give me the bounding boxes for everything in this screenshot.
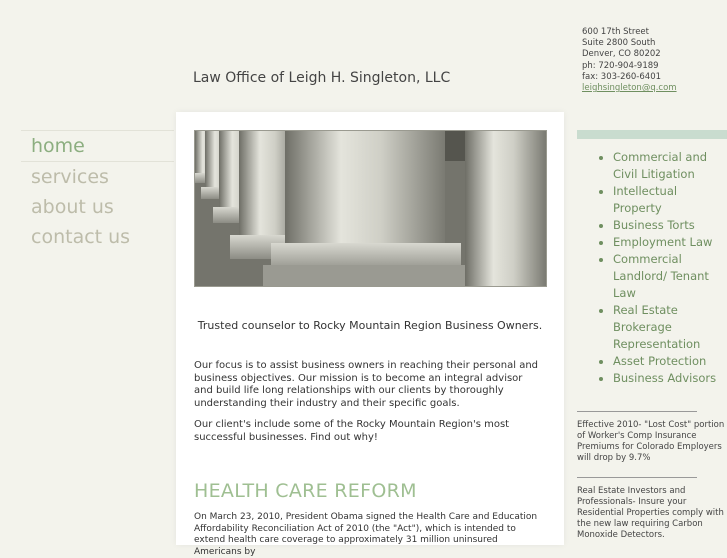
practice-area-intellectual-property[interactable]: Intellectual Property [599,183,727,217]
health-care-reform-heading: HEALTH CARE REFORM [194,480,417,502]
practice-area-commercial-civil-litigation[interactable]: Commercial and Civil Litigation [599,149,727,183]
practice-area-asset-protection[interactable]: Asset Protection [599,353,727,370]
sidebar-accent-bar [577,130,727,139]
health-care-paragraph: On March 23, 2010, President Obama signed the Health Care and Education Affordability Reconciliation Act of 2010 (the "Act"), which is intended to extend health care coverage to approximately 31 million uninsured Americans by [194,512,538,557]
site-title: Law Office of Leigh H. Singleton, LLC [193,70,451,86]
nav-item-home[interactable]: home [21,130,174,162]
practice-area-employment-law[interactable]: Employment Law [599,234,727,251]
phone-number: ph: 720-904-9189 [582,60,659,71]
divider [577,477,697,478]
right-sidebar [577,130,727,541]
main-content [176,112,564,557]
practice-area-real-estate-brokerage[interactable]: Real Estate Brokerage Representation [599,302,727,353]
email-link[interactable]: leighsingleton@q.com [582,83,677,94]
practice-area-business-advisors[interactable]: Business Advisors [599,370,727,387]
address-line-1: 600 17th Street [582,27,649,37]
hero-columns-image [194,130,547,287]
nav-item-services[interactable]: services [31,166,109,188]
clients-paragraph: Our client's include some of the Rocky Mountain Region's most successful businesses. Find out why! [194,419,510,443]
nav-item-about-us[interactable]: about us [31,196,114,218]
columns-illustration [195,131,546,286]
fax-number: fax: 303-260-6401 [582,71,662,82]
tagline: Trusted counselor to Rocky Mountain Region Business Owners. [197,319,543,332]
practice-areas-list [577,149,727,387]
workers-comp-note: Effective 2010- "Lost Cost" portion of Worker's Comp Insurance Premiums for Colorado Employers will drop by 9.7% [577,420,725,463]
practice-area-business-torts[interactable]: Business Torts [599,217,727,234]
nav-item-contact-us[interactable]: contact us [31,226,131,248]
divider [577,411,697,412]
focus-paragraph: Our focus is to assist business owners in reaching their personal and business objectives. Our mission is to become an integral advisor and build life long relationships with our clients by thoroughly understanding their industry and their specific goals. [194,360,539,409]
contact-block [582,27,677,94]
carbon-monoxide-note: Real Estate Investors and Professionals- Insure your Residential Properties comply with the new law requiring Carbon Monoxide Detectors. [577,486,724,540]
address-line-2: Suite 2800 South [582,38,656,49]
practice-area-landlord-tenant[interactable]: Commercial Landlord/ Tenant Law [599,251,727,302]
address-city: Denver, CO 80202 [582,49,661,60]
main-nav [21,130,174,252]
